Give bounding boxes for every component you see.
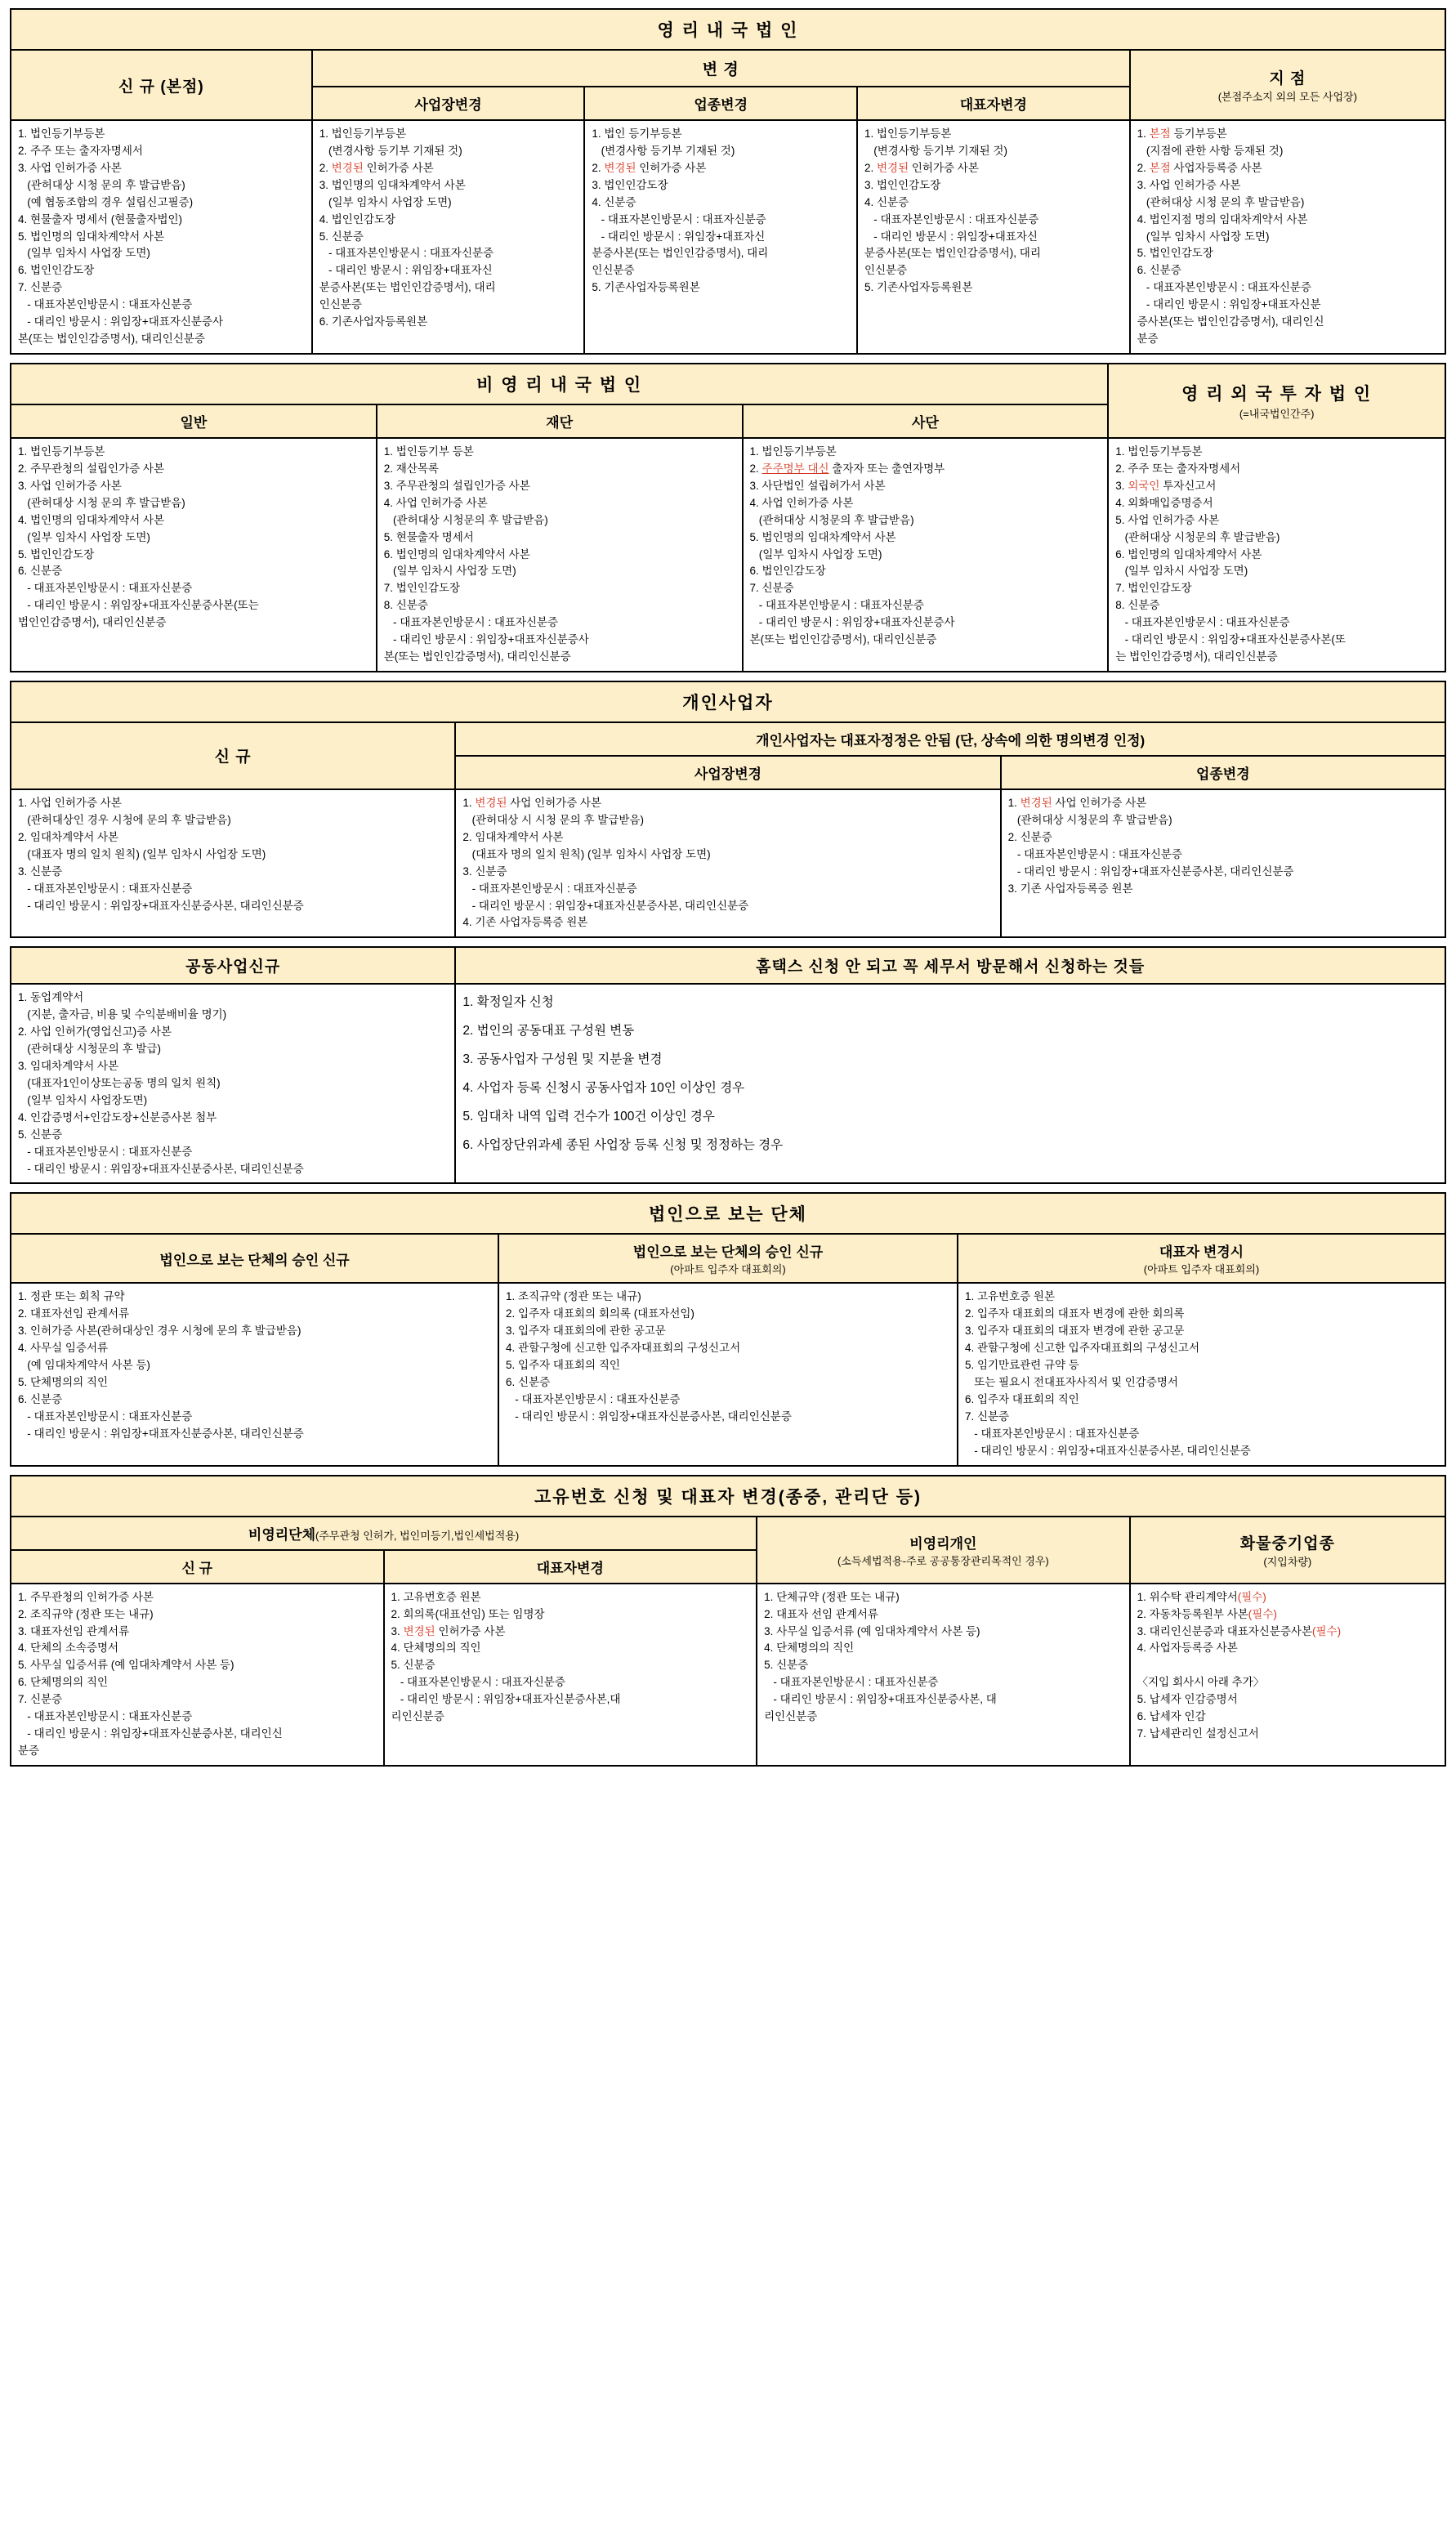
list-line: 6. 법인인감도장 (749, 565, 826, 578)
list-line: 1. 법인 등기부등본 (592, 127, 682, 140)
list-line: - 대리인 방문시 : 위임장+대표자신분증사본, 대리인신 (18, 1727, 283, 1740)
list-line: - 대리인 방문시 : 위임장+대표자신분증사본, 대리인신분증 (18, 1162, 304, 1175)
header-corp-regarded-rep-change-sub: (아파트 입주자 대표회의) (1143, 1263, 1260, 1276)
header-business-type-change: 업종변경 (584, 87, 857, 120)
header-nonprofit-group-title: 비영리단체 (248, 1526, 316, 1543)
list-line: 3. 사무실 입증서류 (예 임대차계약서 사본 등) (764, 1624, 980, 1637)
list-line: 4. 기존 사업자등록증 원본 (462, 916, 588, 929)
list-line: 4. 사무실 임증서류 (18, 1342, 109, 1355)
list-line: 3. 임대차계약서 사본 (18, 1060, 119, 1073)
list-nonprofit-individual (757, 1584, 1130, 1766)
list-line: 2. 입주자 대표회의 대표자 변경에 관한 회의록 (964, 1307, 1185, 1320)
list-line: 1. 확정일자 신청 (462, 995, 554, 1010)
list-line: 5. 법인인감도장 (18, 547, 95, 561)
list-foreign-invest (1108, 438, 1445, 672)
list-line: 4. 사업 인허가증 사본 (749, 496, 854, 509)
header-corp-regarded-apartment-sub: (아파트 입주자 대표회의) (670, 1263, 786, 1276)
list-line: 6. 단체명의의 직인 (18, 1676, 109, 1689)
list-line: 6. 기존사업자등록원본 (319, 315, 428, 328)
header-change: 변 경 (312, 50, 1130, 87)
list-line: 리인신분증 (764, 1710, 818, 1723)
list-line: 3. 대표자선임 관계서류 (18, 1624, 130, 1637)
list-line: 6. 사업장단위과세 종된 사업장 등록 신청 및 정정하는 경우 (462, 1138, 784, 1153)
section-title-nonprofit: 비 영 리 내 국 법 인 (11, 364, 1108, 404)
list-line: - 대표자본인방문시 : 대표자신분증 (1007, 847, 1182, 860)
list-line: - 대표자본인방문시 : 대표자신분증 (18, 1409, 193, 1423)
list-line: 5. 기존사업자등록원본 (864, 281, 973, 294)
list-line: 6. 법인인감도장 (18, 264, 95, 277)
list-line: 6. 납세자 인감 (1137, 1710, 1206, 1723)
list-line: 2. 변경된 인허가증 사본 (319, 161, 434, 174)
list-representative-change (857, 120, 1130, 354)
list-line: 또는 필요시 전대표자사직서 및 인감증명서 (964, 1376, 1178, 1389)
list-line: (관허대상 시청문의 후 발급받음) (1115, 530, 1280, 543)
list-line: 4. 사업자 등록 신청시 공동사업자 10인 이상인 경우 (462, 1081, 745, 1096)
list-line: 3. 대리인신분증과 대표자신분증사본(필수) (1137, 1624, 1342, 1637)
list-line: (대표자 명의 일치 원칙) (일부 임차시 사업장 도면) (18, 847, 266, 860)
list-line: 2. 주주 또는 출자자명세서 (1115, 462, 1241, 475)
list-line: 3. 외국인 투자신고서 (1115, 479, 1217, 492)
list-line: 2. 입주자 대표회의 회의록 (대표자선임) (506, 1307, 695, 1320)
list-line: 리인신분증 (391, 1710, 444, 1723)
list-line: 2. 주주명부 대신 출자자 또는 출연자명부 (749, 462, 945, 475)
list-line: 1. 법인등기부등본 (18, 127, 105, 140)
list-line: 8. 신분증 (383, 599, 428, 612)
list-line: 7. 신분증 (18, 1693, 63, 1706)
list-sole-new (11, 789, 455, 937)
header-nonprofit-individual (757, 1517, 1130, 1584)
list-line: 7. 법인인감도장 (1115, 582, 1192, 595)
list-line: 6. 법인명의 임대차계약서 사본 (383, 547, 530, 561)
list-line: 1. 법인등기부등본 (1115, 445, 1203, 458)
list-line: (일부 임차시 사업장 도면) (18, 247, 150, 260)
list-line: 4. 법인지점 명의 임대차계약서 사본 (1137, 212, 1308, 226)
list-new-head-office (11, 120, 312, 354)
list-line: 5. 신분증 (391, 1659, 435, 1672)
list-line: - 대리인 방문시 : 위임장+대표자신분증사본, 대리인신분증 (1007, 864, 1294, 878)
list-line: - 대리인 방문시 : 위임장+대표자신분증사본, 대리인신분증 (462, 899, 749, 912)
list-line: - 대표자본인방문시 : 대표자신분증 (319, 247, 494, 260)
list-line: (일부 임차시 사업장 도면) (749, 547, 882, 561)
list-line: 2. 주주 또는 출자자명세서 (18, 144, 143, 157)
list-line: 3. 법인명의 임대차계약서 사본 (319, 178, 466, 191)
list-line: 증사본(또는 법인인감증명서), 대리인신 (1137, 315, 1324, 328)
list-line: (관허대상 시청문의 후 발급받음) (1007, 813, 1172, 826)
list-line: (관허대상 시청 문의 후 발급받음) (18, 178, 185, 191)
header-nonprofit-group (11, 1517, 757, 1550)
list-line: 1. 변경된 사업 인허가증 사본 (462, 796, 602, 809)
header-sole-new: 신 규 (11, 722, 455, 789)
list-line: 3. 입주자 대표회의에 관한 공고문 (506, 1325, 666, 1338)
list-line: 3. 사업 인허가증 사본 (1137, 178, 1241, 191)
section-corp-domestic (10, 8, 1446, 355)
list-line: 2. 변경된 인허가증 사본 (592, 161, 707, 174)
list-line: - 대리인 방문시 : 위임장+대표자신분 (1137, 298, 1321, 311)
list-line: 8. 신분증 (1115, 599, 1160, 612)
list-line: (일부 임차시 사업장 도면) (1137, 230, 1270, 243)
list-line: 4. 사업자등록증 사본 (1137, 1642, 1238, 1655)
list-line: (일부 임차시 사업장 도면) (383, 565, 516, 578)
list-line: 5. 사무실 입증서류 (예 임대차계약서 사본 등) (18, 1659, 234, 1672)
list-sole-workplace-change (455, 789, 1000, 937)
list-line: 2. 재산목록 (383, 462, 439, 475)
list-line: 5. 기존사업자등록원본 (592, 281, 700, 294)
list-line: 본(또는 법인인감증명서), 대리인신분증 (749, 633, 937, 646)
list-line: 1. 본점 등기부등본 (1137, 127, 1227, 140)
list-line: 2. 사업 인허가(영업신고)증 사본 (18, 1025, 172, 1039)
list-line: - 대리인 방문시 : 위임장+대표자신분증사본(또 (1115, 633, 1346, 646)
list-line: 3. 사단법인 설립허가서 사본 (749, 479, 886, 492)
list-line: 4. 단체명의의 직인 (764, 1642, 855, 1655)
list-line: (관허대상 시 시청 문의 후 발급받음) (462, 813, 644, 826)
list-line: - 대리인 방문시 : 위임장+대표자신분증사본,대 (391, 1693, 621, 1706)
section-corp-regarded (10, 1192, 1446, 1466)
list-line: (관허대상 시청 문의 후 발급받음) (18, 496, 185, 509)
foreign-invest-sub: (=내국법인간주) (1239, 407, 1315, 420)
list-line: 5. 임대차 내역 입력 건수가 100건 이상인 경우 (462, 1110, 715, 1124)
list-line: - 대표자본인방문시 : 대표자신분증 (18, 1710, 193, 1723)
list-line: - 대표자본인방문시 : 대표자신분증 (391, 1676, 565, 1689)
list-line: 4. 현물출자 명세서 (현물출자법인) (18, 212, 183, 226)
header-cargo-title: 화물중기업종 (1239, 1535, 1335, 1552)
section-title-corp-domestic: 영 리 내 국 법 인 (11, 9, 1445, 50)
list-line: 1. 고유번호증 원본 (391, 1590, 481, 1603)
list-corp-regarded-new (11, 1283, 498, 1465)
list-line: - 대리인 방문시 : 위임장+대표자신분증사 (749, 616, 955, 629)
list-line: 5. 입주자 대표회의 직인 (506, 1359, 620, 1372)
header-nonprofit-general: 일반 (11, 404, 377, 438)
list-line: 2. 변경된 인허가증 사본 (864, 161, 979, 174)
header-corp-regarded-rep-change (958, 1234, 1445, 1283)
list-line: 2. 대표자 선임 관계서류 (764, 1607, 878, 1620)
list-line: 5. 사업 인허가증 사본 (1115, 513, 1220, 526)
list-line: - 대표자본인방문시 : 대표자신분증 (18, 298, 193, 311)
list-line: 4. 관할구청에 신고한 입주자대표회의 구성신고서 (964, 1342, 1200, 1355)
list-line: 1. 법인등기부등본 (18, 445, 105, 458)
section-title-joint-business: 공동사업신규 (11, 947, 455, 984)
header-nonprofit-individual-sub: (소득세법적용-주로 공공통장관리목적인 경우) (837, 1554, 1049, 1567)
list-line: 4. 법인인감도장 (319, 212, 396, 226)
list-line: 5. 법인명의 임대차계약서 사본 (18, 230, 165, 243)
list-corp-regarded-rep-change (958, 1283, 1445, 1465)
header-unique-new: 신 규 (11, 1550, 384, 1584)
list-line: 2. 주무관청의 설립인가증 사본 (18, 462, 165, 475)
foreign-invest-title: 영 리 외 국 투 자 법 인 (1181, 384, 1373, 404)
list-line: 3. 공동사업자 구성원 및 지분율 변경 (462, 1052, 663, 1067)
list-line: - 대리인 방문시 : 위임장+대표자신 (864, 230, 1038, 243)
list-line: 7. 신분증 (18, 281, 63, 294)
list-branch (1130, 120, 1445, 354)
list-line: 4. 외화매입증명증서 (1115, 496, 1213, 509)
list-line: 2. 조직규약 (정관 또는 내규) (18, 1607, 154, 1620)
list-line: 5. 신분증 (18, 1128, 63, 1141)
list-nonprofit-foundation (377, 438, 743, 672)
list-line: 인신분증 (592, 264, 635, 277)
header-corp-regarded-rep-change-title: 대표자 변경시 (1159, 1244, 1244, 1261)
list-line: 2. 임대차계약서 사본 (18, 830, 119, 843)
list-line: - 대표자본인방문시 : 대표자신분증 (764, 1676, 939, 1689)
header-cargo-sub: (지입차량) (1263, 1555, 1312, 1568)
section-nonprofit (10, 363, 1446, 672)
header-corp-regarded-new (11, 1234, 498, 1283)
list-line: 1. 동업계약서 (18, 991, 84, 1004)
list-line: 3. 사업 인허가증 사본 (18, 161, 122, 174)
list-line: - 대리인 방문시 : 위임장+대표자신분증사본, 대리인신분증 (18, 899, 304, 912)
list-line: 3. 인허가증 사본(관허대상인 경우 시청에 문의 후 발급받음) (18, 1325, 301, 1338)
list-line: 1. 정관 또는 회칙 규약 (18, 1290, 125, 1303)
list-line: 1. 고유번호증 원본 (964, 1290, 1055, 1303)
list-line: - 대표자본인방문시 : 대표자신분증 (592, 212, 766, 226)
list-line: 3. 기존 사업자등록증 원본 (1007, 882, 1133, 895)
header-new-head-office: 신 규 (본점) (11, 50, 312, 120)
list-line: 법인인감증명서), 대리인신분증 (18, 616, 167, 629)
list-line: 본(또는 법인인감증명서), 대리인신분증 (383, 650, 571, 663)
list-line: - 대표자본인방문시 : 대표자신분증 (18, 882, 193, 895)
list-line: 분증 (1137, 333, 1159, 346)
section-title-hometax-exception: 홈택스 신청 안 되고 꼭 세무서 방문해서 신청하는 것들 (455, 947, 1445, 984)
list-line: (관허대상 시청문의 후 발급받음) (383, 513, 548, 526)
list-line: (예 협동조합의 경우 설립신고필증) (18, 195, 194, 208)
header-nonprofit-group-sub: (주무관청 인허가, 법인미등기,법인세법적용) (315, 1529, 520, 1542)
list-line: (관허대상 시청문의 후 발급) (18, 1043, 161, 1056)
list-line: (관허대상 시청 문의 후 발급받음) (1137, 195, 1305, 208)
list-line: 2. 신분증 (1007, 830, 1052, 843)
list-line: 4. 신분증 (592, 195, 636, 208)
list-line: 6. 신분증 (506, 1376, 551, 1389)
header-corp-regarded-apartment (498, 1234, 958, 1283)
list-sole-business-type-change (1001, 789, 1445, 937)
list-line: 인신분증 (864, 264, 908, 277)
list-line: (대표자1인이상또는공동 명의 일치 원칙) (18, 1076, 221, 1089)
list-line: - 대표자본인방문시 : 대표자신분증 (18, 582, 193, 595)
note-sole-proprietor: 개인사업자는 대표자정정은 안됨 (단, 상속에 의한 명의변경 인정) (455, 722, 1445, 756)
list-line: 3. 신분증 (462, 864, 507, 878)
list-line: 1. 법인등기부등본 (864, 127, 952, 140)
list-line: 4. 단체의 소속증명서 (18, 1642, 119, 1655)
list-line: 5. 단체명의의 직인 (18, 1376, 109, 1389)
section-title-foreign-invest (1108, 364, 1445, 438)
list-line: 분증사본(또는 법인인감증명서), 대리 (864, 247, 1041, 260)
header-nonprofit-foundation: 재단 (377, 404, 743, 438)
list-line: (일부 임차시 사업장 도면) (1115, 565, 1248, 578)
list-line (1137, 1657, 1438, 1674)
list-line: - 대리인 방문시 : 위임장+대표자신분증사 (383, 633, 589, 646)
list-line: - 대표자본인방문시 : 대표자신분증 (18, 1145, 193, 1158)
list-business-type-change (584, 120, 857, 354)
list-line: 1. 조직규약 (정관 또는 내규) (506, 1290, 641, 1303)
list-line: 분증 (18, 1745, 40, 1757)
list-line: 3. 입주자 대표회의 대표자 변경에 관한 공고문 (964, 1325, 1185, 1338)
header-branch-sub: (본점주소지 외의 모든 사업장) (1217, 91, 1357, 103)
list-line: 5. 납세자 인감증명서 (1137, 1693, 1238, 1706)
list-line: 3. 법인인감도장 (592, 178, 668, 191)
list-line: - 대표자본인방문시 : 대표자신분증 (749, 599, 924, 612)
header-nonprofit-individual-title: 비영리개인 (909, 1535, 977, 1552)
list-line: 1. 법인등기부 등본 (383, 445, 474, 458)
list-line: - 대리인 방문시 : 위임장+대표자신분증사본, 대리인신분증 (18, 1427, 304, 1440)
header-corp-regarded-new-title: 법인으로 보는 단체의 승인 신규 (159, 1252, 350, 1268)
list-line: (변경사항 등기부 기재된 것) (592, 144, 735, 157)
header-workplace-change: 사업장변경 (312, 87, 585, 120)
list-line: - 대표자본인방문시 : 대표자신분증 (964, 1427, 1140, 1440)
list-line: 5. 신분증 (319, 230, 364, 243)
header-unique-rep-change: 대표자변경 (384, 1550, 757, 1584)
list-line: 본(또는 법인인감증명서), 대리인신분증 (18, 333, 205, 346)
list-line: 4. 법인명의 임대차계약서 사본 (18, 513, 165, 526)
list-line: 4. 단체명의의 직인 (391, 1642, 481, 1655)
list-line: 2. 회의록(대표선임) 또는 임명장 (391, 1607, 545, 1620)
list-line: 7. 신분증 (749, 582, 794, 595)
list-line: 2. 임대차계약서 사본 (462, 830, 564, 843)
list-line: - 대리인 방문시 : 위임장+대표자신분증사본, 대 (764, 1693, 997, 1706)
list-line: - 대리인 방문시 : 위임장+대표자신분증사본, 대리인신분증 (964, 1444, 1251, 1457)
list-line: 5. 현물출자 명세서 (383, 530, 474, 543)
list-line: - 대리인 방문시 : 위임장+대표자신 (319, 264, 493, 277)
list-line: 6. 입주자 대표회의 직인 (964, 1393, 1079, 1406)
list-line: 4. 인감증명서+인감도장+신분증사본 첨부 (18, 1110, 217, 1124)
list-line: (일부 임차시 사업장 도면) (319, 195, 452, 208)
list-line: 5. 법인명의 임대차계약서 사본 (749, 530, 896, 543)
list-line: 1. 주무관청의 인허가증 사본 (18, 1590, 154, 1603)
list-line: 7. 납세관리인 설정신고서 (1137, 1727, 1259, 1740)
list-line: 1. 단체규약 (정관 또는 내규) (764, 1590, 900, 1603)
list-line: 1. 변경된 사업 인허가증 사본 (1007, 796, 1147, 809)
header-representative-change: 대표자변경 (857, 87, 1130, 120)
list-line: 4. 관할구청에 신고한 입주자대표회의 구성신고서 (506, 1342, 741, 1355)
list-line: (일부 임차시 사업장 도면) (18, 530, 150, 543)
section-title-unique-number: 고유번호 신청 및 대표자 변경(종중, 관리단 등) (11, 1476, 1445, 1517)
list-line: 5. 임기만료관련 규약 등 (964, 1359, 1079, 1372)
list-line: 분증사본(또는 법인인감증명서), 대리 (319, 281, 496, 294)
list-line: 6. 신분증 (18, 565, 63, 578)
list-line: 6. 신분증 (1137, 264, 1181, 277)
list-line: 2. 대표자선임 관계서류 (18, 1307, 130, 1320)
list-unique-new (11, 1584, 384, 1766)
list-cargo (1130, 1584, 1445, 1766)
header-cargo (1130, 1517, 1445, 1584)
list-line: - 대표자본인방문시 : 대표자신분증 (864, 212, 1039, 226)
section-sole-proprietor (10, 681, 1446, 938)
list-line: (일부 임차시 사업장도면) (18, 1093, 148, 1106)
list-line: (변경사항 등기부 기재된 것) (864, 144, 1007, 157)
list-line: (관허대상 시청문의 후 발급받음) (749, 513, 914, 526)
section-title-sole-proprietor: 개인사업자 (11, 681, 1445, 722)
list-line: (관허대상인 경우 시청에 문의 후 발급받음) (18, 813, 231, 826)
list-hometax-exception (455, 984, 1445, 1183)
list-line: 2. 자동차등록원부 사본(필수) (1137, 1607, 1277, 1620)
list-corp-regarded-apartment (498, 1283, 958, 1465)
list-line: 6. 법인명의 임대차계약서 사본 (1115, 547, 1262, 561)
list-line: - 대표자본인방문시 : 대표자신분증 (506, 1393, 681, 1406)
header-sole-business-type-change: 업종변경 (1001, 756, 1445, 789)
list-line: 〈지입 회사시 아래 추가〉 (1137, 1676, 1265, 1689)
list-nonprofit-general (11, 438, 377, 672)
list-line: 7. 신분증 (964, 1409, 1010, 1423)
list-line: - 대리인 방문시 : 위임장+대표자신 (592, 230, 766, 243)
list-joint-business (11, 984, 455, 1183)
list-line: 5. 법인인감도장 (1137, 247, 1213, 260)
list-line: 3. 신분증 (18, 864, 63, 878)
section-unique-number (10, 1475, 1446, 1767)
list-line: 분증사본(또는 법인인감증명서), 대리 (592, 247, 769, 260)
list-line: 인신분증 (319, 298, 362, 311)
list-line: - 대표자본인방문시 : 대표자신분증 (1115, 616, 1290, 629)
header-sole-workplace-change: 사업장변경 (455, 756, 1000, 789)
list-line: 6. 신분증 (18, 1393, 63, 1406)
list-line: 7. 법인인감도장 (383, 582, 461, 595)
list-line: 1. 사업 인허가증 사본 (18, 796, 122, 809)
list-line: 4. 사업 인허가증 사본 (383, 496, 488, 509)
list-line: 2. 법인의 공동대표 구성원 변동 (462, 1024, 635, 1039)
list-line: 1. 법인등기부등본 (749, 445, 837, 458)
list-line: (지점에 관한 사항 등재된 것) (1137, 144, 1284, 157)
list-line: 3. 변경된 인허가증 사본 (391, 1624, 506, 1637)
list-line: - 대리인 방문시 : 위임장+대표자신분증사본(또는 (18, 599, 259, 612)
list-line: - 대표자본인방문시 : 대표자신분증 (462, 882, 637, 895)
list-line: - 대리인 방문시 : 위임장+대표자신분증사 (18, 315, 224, 328)
list-line: 2. 본점 사업자등록증 사본 (1137, 161, 1262, 174)
list-line: - 대표자본인방문시 : 대표자신분증 (1137, 281, 1311, 294)
list-line: 1. 위수탁 관리계약서(필수) (1137, 1590, 1266, 1603)
list-workplace-change (312, 120, 585, 354)
header-branch (1130, 50, 1445, 120)
list-line: 3. 법인인감도장 (864, 178, 941, 191)
header-corp-regarded-apartment-title: 법인으로 보는 단체의 승인 신규 (632, 1244, 824, 1261)
list-line: 3. 사업 인허가증 사본 (18, 479, 122, 492)
list-line: - 대표자본인방문시 : 대표자신분증 (383, 616, 559, 629)
list-line: (예 임대차계약서 사본 등) (18, 1359, 150, 1372)
list-line: - 대리인 방문시 : 위임장+대표자신분증사본, 대리인신분증 (506, 1409, 792, 1423)
list-line: 는 법인인감증명서), 대리인신분증 (1115, 650, 1278, 663)
list-line: 4. 신분증 (864, 195, 909, 208)
header-branch-title: 지 점 (1269, 70, 1306, 87)
list-line: (지분, 출자금, 비용 및 수익분배비율 명기) (18, 1008, 227, 1021)
header-nonprofit-association: 사단 (743, 404, 1109, 438)
list-line: 5. 신분증 (764, 1659, 809, 1672)
list-nonprofit-association (743, 438, 1109, 672)
section-joint-hometax (10, 946, 1446, 1184)
list-line: 1. 법인등기부등본 (319, 127, 407, 140)
list-line: (변경사항 등기부 기재된 것) (319, 144, 462, 157)
list-unique-rep-change (384, 1584, 757, 1766)
section-title-corp-regarded: 법인으로 보는 단체 (11, 1193, 1445, 1234)
list-line: (대표자 명의 일치 원칙) (일부 임차시 사업장 도면) (462, 847, 711, 860)
list-line: 3. 주무관청의 설립인가증 사본 (383, 479, 530, 492)
